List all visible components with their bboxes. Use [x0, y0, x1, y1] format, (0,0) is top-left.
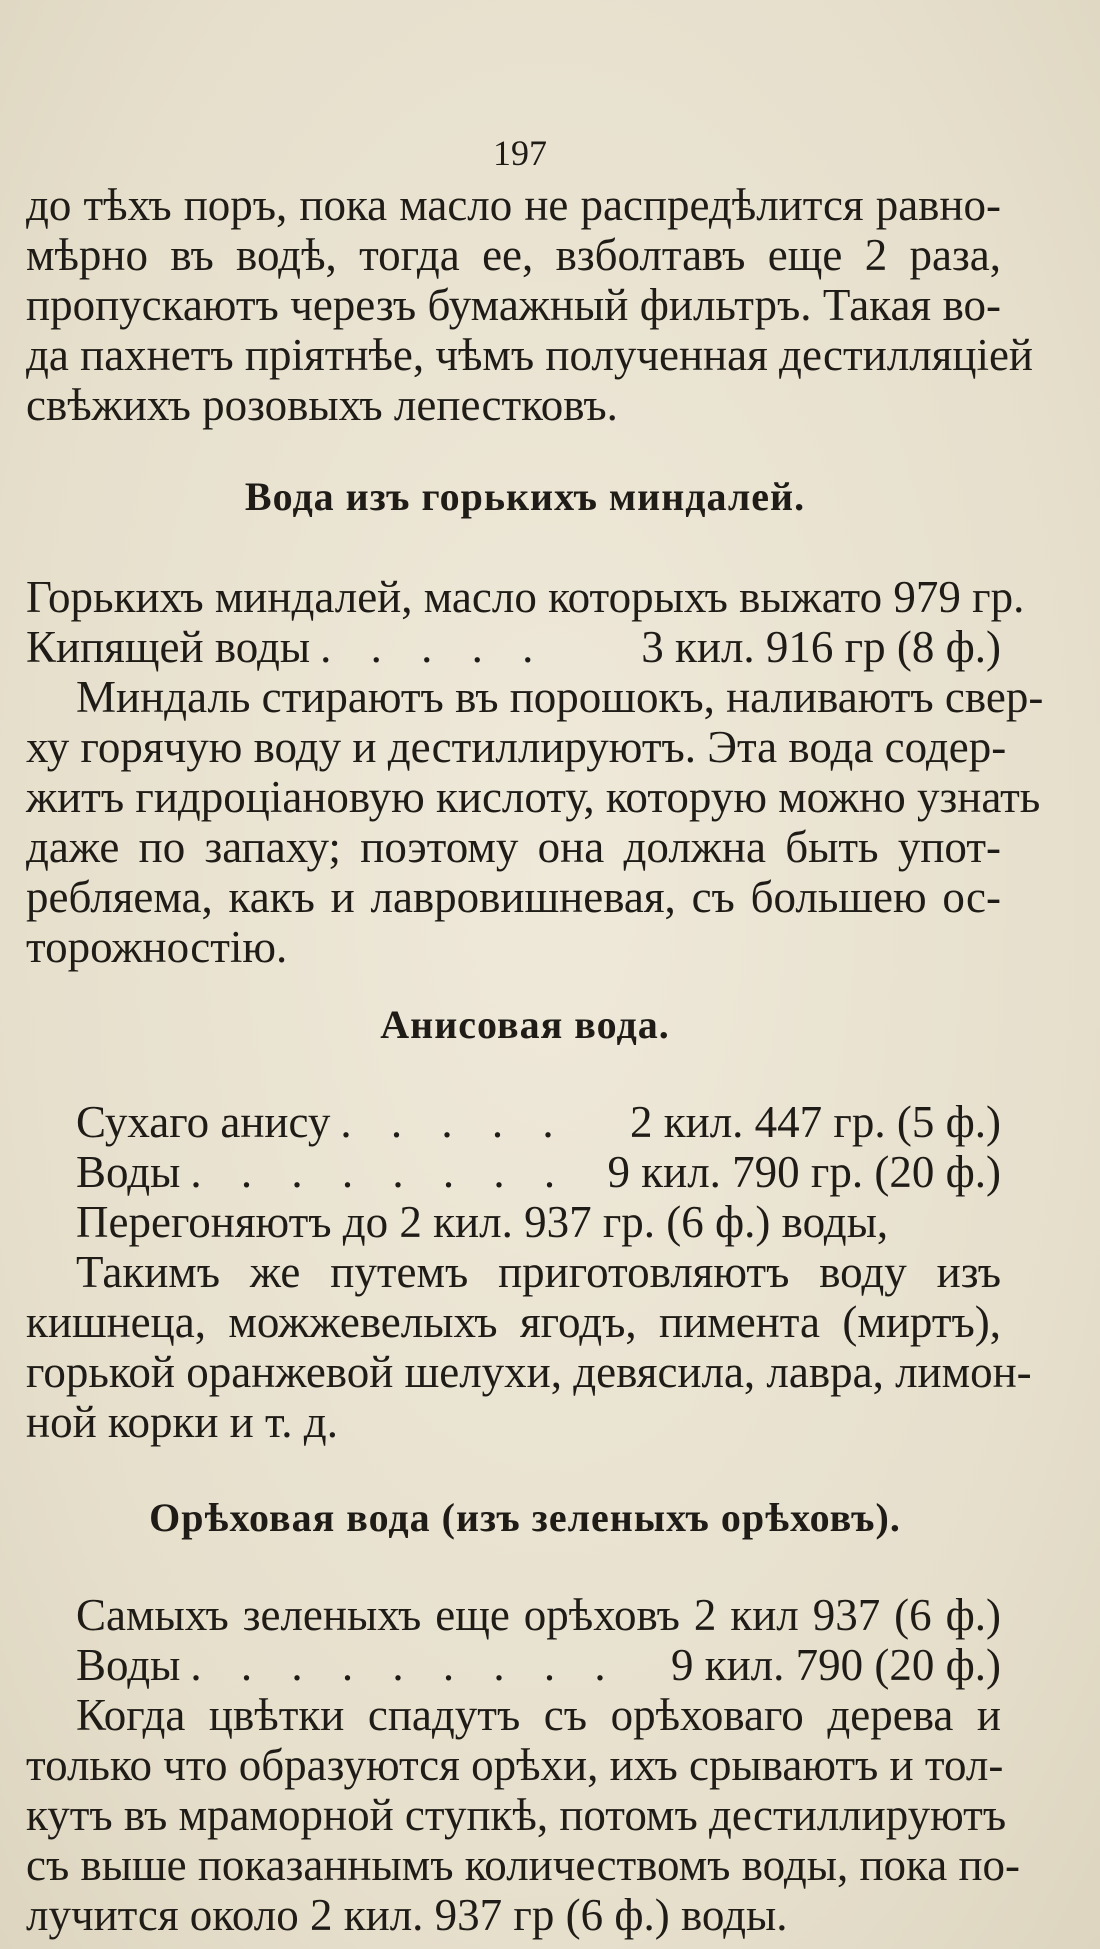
ingredient-amount: 9 кил. 790 гр. (20 ф.): [607, 1147, 1001, 1197]
recipe-line: Горькихъ миндалей, масло которыхъ выжато 979 гр.: [26, 572, 1025, 622]
recipe-line: Самыхъ зеленыхъ еще орѣховъ 2 кил 937 (6 ф.): [76, 1590, 1001, 1640]
ingredient-label: Воды: [76, 1147, 181, 1197]
text-line: ху горячую воду и дестиллируютъ. Эта вода содер-: [26, 722, 1007, 772]
text-line: кишнеца, можжевелыхъ ягодъ, пимента (миртъ),: [26, 1297, 1001, 1347]
ingredient-amount: 2 кил. 447 гр. (5 ф.): [630, 1097, 1001, 1147]
section-heading: Орѣховая вода (изъ зеленыхъ орѣховъ).: [149, 1495, 901, 1540]
section-heading: Анисовая вода.: [380, 1002, 670, 1047]
leader-dots: . . . . . . . .: [190, 1147, 570, 1197]
text-line: мѣрно въ водѣ, тогда ее, взболтавъ еще 2 раза,: [26, 230, 1001, 280]
text-line: Такимъ же путемъ приготовляютъ воду изъ: [76, 1247, 1001, 1297]
text-line: лучится около 2 кил. 937 гр (6 ф.) воды.: [26, 1890, 788, 1940]
text-line: съ выше показаннымъ количествомъ воды, пока по-: [26, 1840, 1021, 1890]
recipe-line: [76, 1640, 1001, 1690]
text-line: пропускаютъ черезъ бумажный фильтръ. Такая во-: [26, 280, 1001, 330]
recipe-line: [26, 622, 1001, 672]
text-line: Когда цвѣтки спадутъ съ орѣховаго дерева и: [76, 1690, 1001, 1740]
recipe-line: Перегоняютъ до 2 кил. 937 гр. (6 ф.) воды,: [76, 1197, 889, 1247]
section-heading: Вода изъ горькихъ миндалей.: [244, 474, 806, 519]
text-line: ребляема, какъ и лавровишневая, съ большею ос-: [26, 872, 1001, 922]
leader-dots: . . . . .: [340, 1097, 568, 1147]
ingredient-amount: 3 кил. 916 гр (8 ф.): [641, 622, 1001, 672]
leader-dots: . . . . .: [320, 622, 548, 672]
page-number: 197: [493, 133, 547, 173]
text-line: только что образуются орѣхи, ихъ срываютъ и тол-: [26, 1740, 1004, 1790]
ingredient-label: Сухаго анису: [76, 1097, 331, 1147]
text-line: свѣжихъ розовыхъ лепестковъ.: [26, 380, 618, 430]
leader-dots: . . . . . . . . .: [190, 1640, 620, 1690]
text-line: торожностію.: [26, 922, 288, 972]
text-line: кутъ въ мраморной ступкѣ, потомъ дестиллируютъ: [26, 1790, 1007, 1840]
text-line: житъ гидроціановую кислоту, которую можно узнать: [26, 772, 1041, 822]
text-line: да пахнетъ пріятнѣе, чѣмъ полученная дестилляціей: [26, 330, 1034, 380]
recipe-line: [76, 1147, 1001, 1197]
text-line: горькой оранжевой шелухи, девясила, лавра, лимон-: [26, 1347, 1032, 1397]
text-line: до тѣхъ поръ, пока масло не распредѣлится равно-: [26, 180, 1001, 230]
text-line: Миндаль стираютъ въ порошокъ, наливаютъ свер-: [76, 672, 1044, 722]
text-line: даже по запаху; поэтому она должна быть упот-: [26, 822, 1001, 872]
recipe-line: [76, 1097, 1001, 1147]
ingredient-label: Кипящей воды: [26, 622, 311, 672]
ingredient-label: Воды: [76, 1640, 181, 1690]
text-line: ной корки и т. д.: [26, 1397, 338, 1447]
ingredient-amount: 9 кил. 790 (20 ф.): [670, 1640, 1001, 1690]
